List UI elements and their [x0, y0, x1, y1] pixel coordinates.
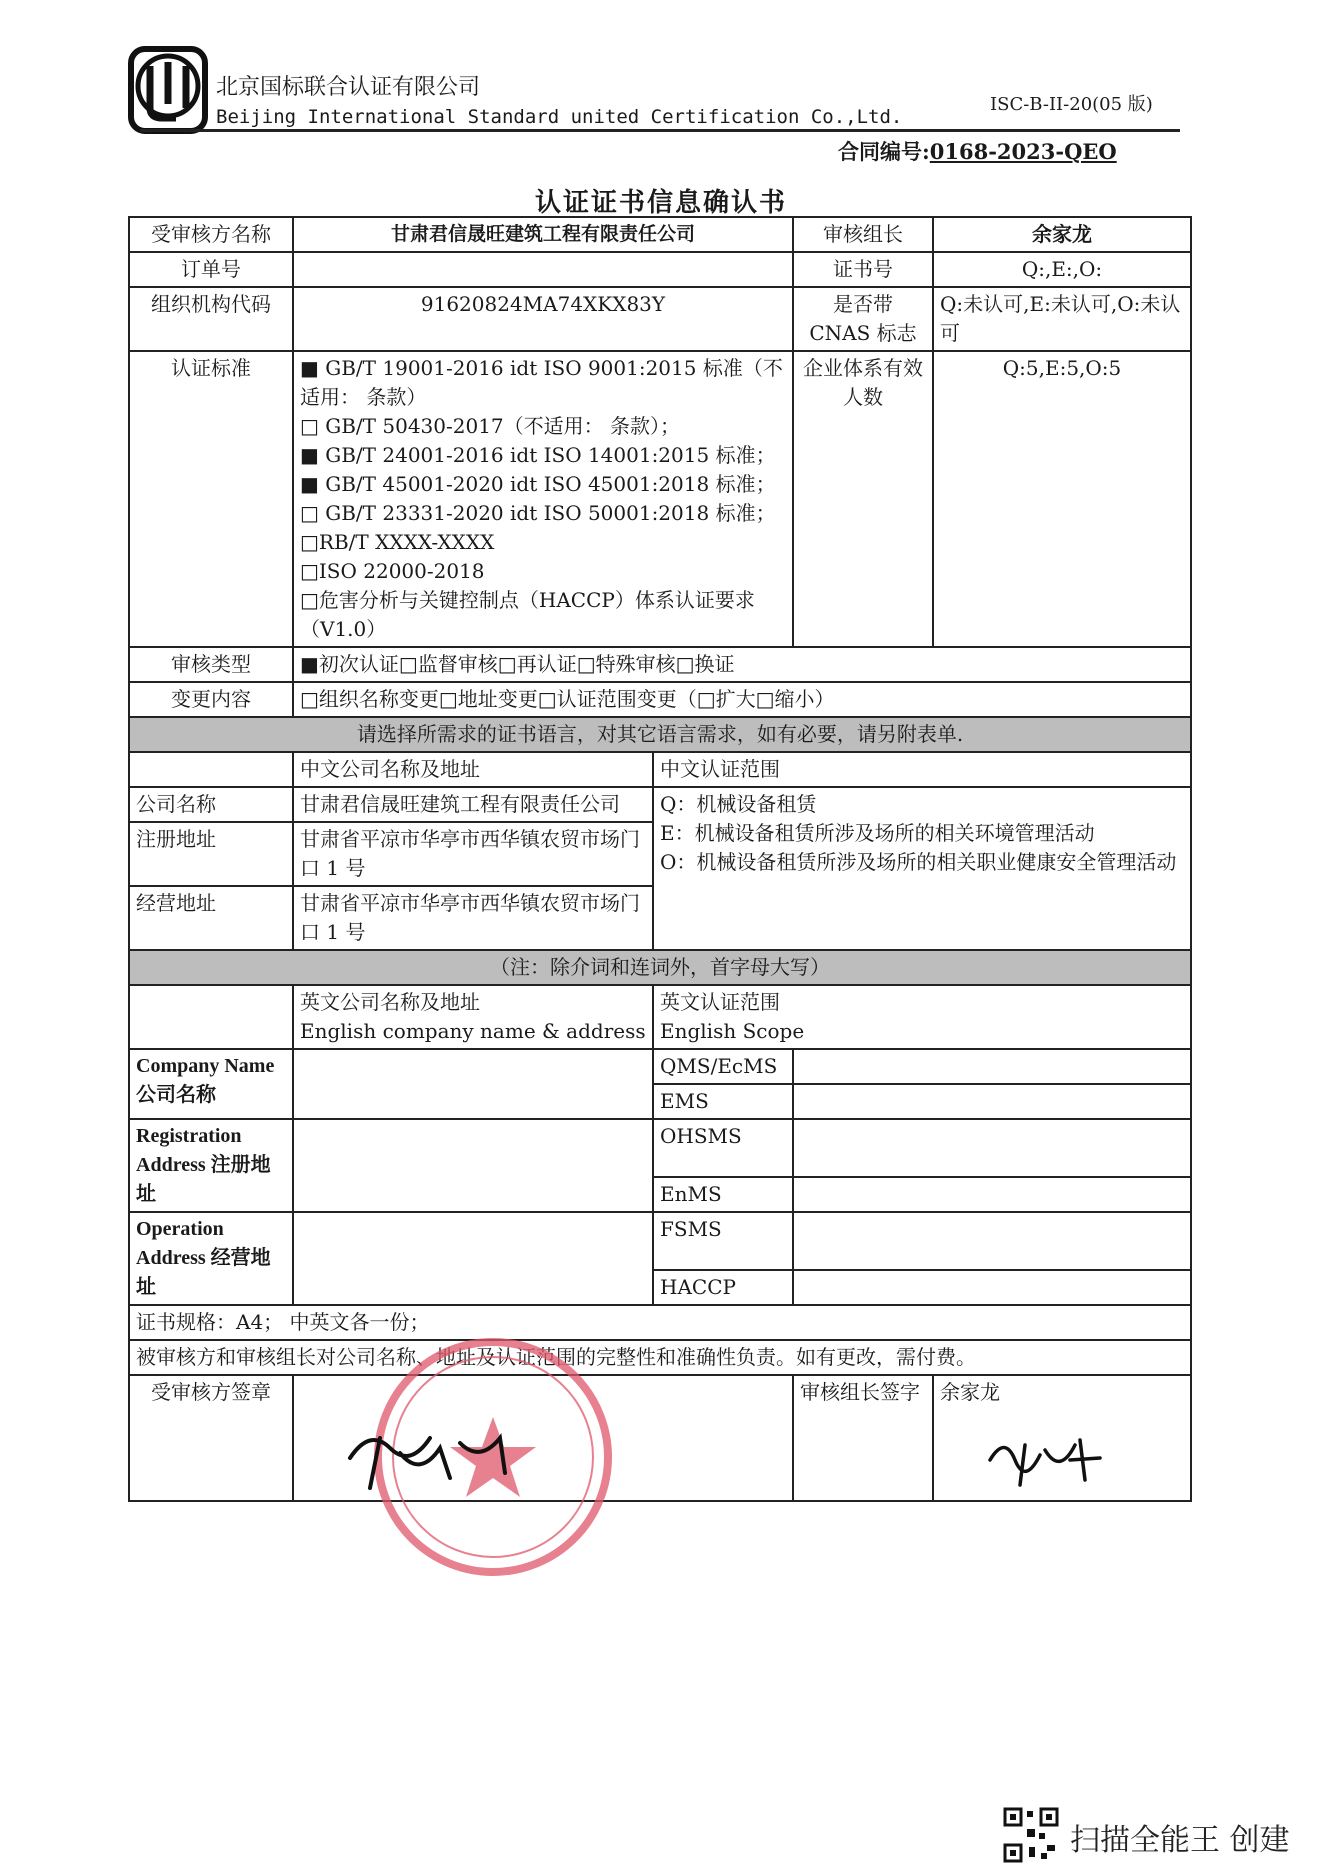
cn-name-addr-header: 中文公司名称及地址: [293, 752, 653, 787]
language-note: 请选择所需求的证书语言，对其它语言需求，如有必要，请另附表单.: [129, 717, 1191, 752]
change-value: □组织名称变更□地址变更□认证范围变更（□扩大□缩小）: [293, 682, 1191, 717]
en-name-addr-header-cn: 英文公司名称及地址: [300, 990, 480, 1014]
row-order: [129, 252, 1191, 287]
cnas-value: Q:未认可,E:未认可,O:未认可: [933, 287, 1191, 351]
system-haccp-scope: [793, 1270, 1191, 1305]
cn-scope-header: 中文认证范围: [653, 752, 1191, 787]
header-divider: [140, 129, 1180, 132]
en-reg-label: Registration Address 注册地址: [129, 1119, 293, 1212]
org-name-cn: 北京国标联合认证有限公司: [216, 75, 481, 100]
cn-scope-line: E：机械设备租赁所涉及场所的相关环境管理活动: [660, 821, 1095, 845]
cn-op-label: 经营地址: [129, 886, 293, 950]
audit-type-label: 审核类型: [129, 647, 293, 682]
standard-item: □ISO 22000-2018: [300, 559, 485, 583]
standard-item: ■ GB/T 45001-2020 idt ISO 45001:2018 标准；: [300, 472, 776, 496]
cn-scope: [653, 787, 1191, 950]
cn-company-label: 公司名称: [129, 787, 293, 822]
responsibility-text: 被审核方和审核组长对公司名称、地址及认证范围的完整性和准确性负责。如有更改，需付费。: [129, 1340, 1191, 1375]
standard-item: □ GB/T 23331-2020 idt ISO 50001:2018 标准；: [300, 501, 776, 525]
system-ohsms-scope: [793, 1119, 1191, 1177]
cert-no-label: 证书号: [793, 252, 933, 287]
system-enms: EnMS: [653, 1177, 793, 1212]
row-auditee: [129, 217, 1191, 252]
cn-op-value: 甘肃省平凉市华亭市西华镇农贸市场门口 1 号: [293, 886, 653, 950]
row-spec: [129, 1305, 1191, 1340]
row-language-note: [129, 717, 1191, 752]
en-header-blank: [129, 985, 293, 1049]
form-code: ISC-B-II-20(05 版): [990, 94, 1153, 115]
en-name-addr-header-en: English company name & address: [300, 1019, 646, 1043]
system-ems-scope: [793, 1084, 1191, 1119]
row-responsibility: [129, 1340, 1191, 1375]
confirmation-form: [128, 216, 1192, 1502]
lead-auditor-label: 审核组长: [793, 217, 933, 252]
row-audit-type: [129, 647, 1191, 682]
auditee-label: 受审核方名称: [129, 217, 293, 252]
lead-sign-label: 审核组长签字: [793, 1375, 933, 1501]
qr-code-icon: [1003, 1807, 1059, 1863]
row-change: [129, 682, 1191, 717]
auditee-signature-icon: [340, 1418, 520, 1498]
row-cn-headers: [129, 752, 1191, 787]
document-title: 认证证书信息确认书: [534, 188, 787, 218]
cert-no-value: Q:,E:,O:: [933, 252, 1191, 287]
system-haccp: HACCP: [653, 1270, 793, 1305]
row-standards: [129, 351, 1191, 647]
system-qms: QMS/EcMS: [653, 1049, 793, 1084]
row-en-headers: [129, 985, 1191, 1049]
row-en-reg-1: [129, 1119, 1191, 1177]
order-label: 订单号: [129, 252, 293, 287]
row-org-code: [129, 287, 1191, 351]
row-capital-note: [129, 950, 1191, 985]
cnas-label: 是否带 CNAS 标志: [793, 287, 933, 351]
lead-auditor-signature-icon: [985, 1430, 1105, 1490]
standard-item: □RB/T XXXX-XXXX: [300, 530, 495, 554]
audit-type-value: ■初次认证□监督审核□再认证□特殊审核□换证: [293, 647, 1191, 682]
cn-scope-line: O：机械设备租赁所涉及场所的相关职业健康安全管理活动: [660, 850, 1177, 874]
standard-item: □危害分析与关键控制点（HACCP）体系认证要求（V1.0）: [300, 588, 755, 641]
cn-scope-line: Q：机械设备租赁: [660, 792, 817, 816]
en-company-value: [293, 1049, 653, 1119]
order-value: [293, 252, 793, 287]
change-label: 变更内容: [129, 682, 293, 717]
cn-header-blank: [129, 752, 293, 787]
headcount-value: Q:5,E:5,O:5: [933, 351, 1191, 647]
spec-text: 证书规格：A4； 中英文各一份；: [129, 1305, 1191, 1340]
en-scope-header: [653, 985, 1191, 1049]
system-ems: EMS: [653, 1084, 793, 1119]
cn-company-value: 甘肃君信晟旺建筑工程有限责任公司: [293, 787, 653, 822]
contract-value: 0168-2023-QEO: [929, 139, 1117, 164]
en-op-value: [293, 1212, 653, 1305]
org-code-label: 组织机构代码: [129, 287, 293, 351]
lead-auditor-value: 余家龙: [933, 217, 1191, 252]
contract-number: [838, 136, 1117, 166]
capital-note: （注：除介词和连词外，首字母大写）: [129, 950, 1191, 985]
row-cn-company: [129, 787, 1191, 822]
cn-reg-value: 甘肃省平凉市华亭市西华镇农贸市场门口 1 号: [293, 822, 653, 886]
system-fsms: FSMS: [653, 1212, 793, 1270]
lead-sign-name: 余家龙: [940, 1380, 1001, 1404]
en-scope-header-en: English Scope: [660, 1019, 805, 1043]
system-fsms-scope: [793, 1212, 1191, 1270]
standards-list: [293, 351, 793, 647]
standard-item: □ GB/T 50430-2017（不适用： 条款）；: [300, 414, 680, 438]
cn-reg-label: 注册地址: [129, 822, 293, 886]
standard-label: 认证标准: [129, 351, 293, 647]
org-name-en: Beijing International Standard united Certification Co.,Ltd.: [216, 106, 903, 128]
auditee-value: 甘肃君信晟旺建筑工程有限责任公司: [293, 217, 793, 252]
standard-item: ■ GB/T 24001-2016 idt ISO 14001:2015 标准；: [300, 443, 776, 467]
contract-label: 合同编号:: [838, 139, 930, 164]
system-ohsms: OHSMS: [653, 1119, 793, 1177]
en-reg-value: [293, 1119, 653, 1212]
headcount-label: 企业体系有效人数: [793, 351, 933, 647]
standard-item: ■ GB/T 19001-2016 idt ISO 9001:2015 标准（不适用： 条款）: [300, 356, 783, 409]
org-code-value: 91620824MA74XKX83Y: [293, 287, 793, 351]
system-enms-scope: [793, 1177, 1191, 1212]
en-scope-header-cn: 英文认证范围: [660, 990, 780, 1014]
en-op-label: Operation Address 经营地址: [129, 1212, 293, 1305]
auditee-seal-label: 受审核方签章: [129, 1375, 293, 1501]
system-qms-scope: [793, 1049, 1191, 1084]
company-logo-icon: [128, 46, 208, 134]
row-en-company-1: [129, 1049, 1191, 1084]
en-company-label: Company Name 公司名称: [129, 1049, 293, 1119]
en-name-addr-header: [293, 985, 653, 1049]
row-en-op-1: [129, 1212, 1191, 1270]
scanner-watermark: 扫描全能王 创建: [1070, 1823, 1290, 1858]
